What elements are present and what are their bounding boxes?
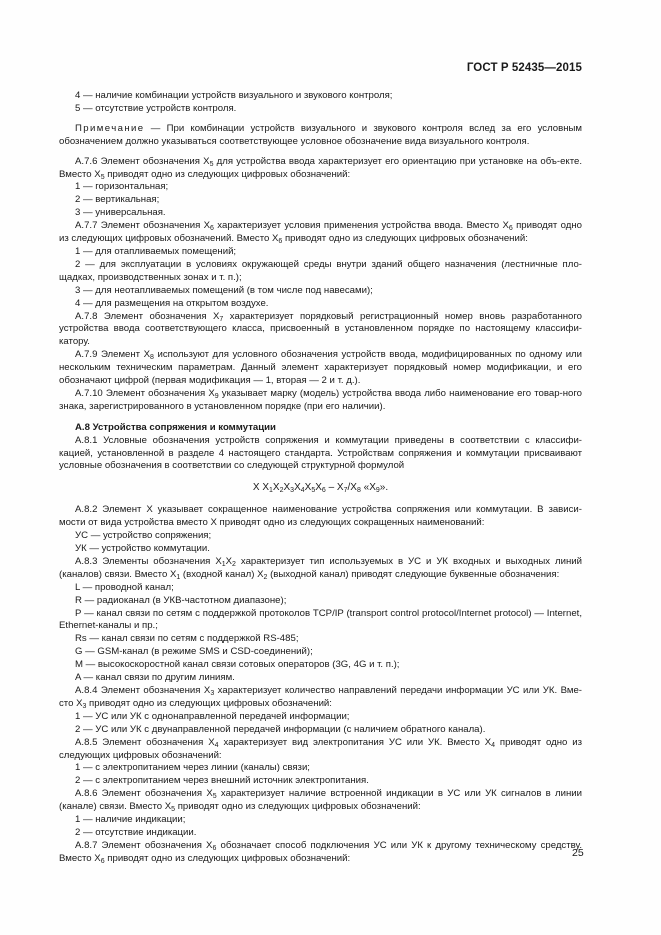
paragraph-a77-3: 3 — для неотапливаемых помещений (в том числе под навесами); — [75, 284, 373, 296]
paragraph-a85-1: 1 — с электропитанием через линии (каналы) связи; — [75, 762, 310, 774]
paragraph-a84: А.8.4 Элемент обозначения $X_3$ характеризует количество направлений передачи информации УС или УК. Вме-сто $X_3$ приводят одно из следующих цифровых обозначений: — [59, 684, 582, 710]
paragraph-a87: А.8.7 Элемент обозначения $X_6$ обозначает способ подключения УС или УК к другому техническому средству. Вместо $X_6$ приводят одно из следующих цифровых обозначений: — [59, 839, 582, 865]
paragraph-a84-1: 1 — УС или УК с однонаправленной передачей информации; — [75, 710, 350, 722]
paragraph-note: Примечание — При комбинации устройств визуального и звукового контроля вслед за его условным обозначением должно указываться соответствующее условное обозначение вида визуального контроля. — [59, 122, 582, 147]
paragraph-a86: А.8.6 Элемент обозначения $X_5$ характеризует наличие встроенной индикации в УС или УК сигналов в линии (канале) связи. Вместо $X_5$ приводят одно из следующих цифровых обозначений: — [59, 788, 582, 814]
paragraph-a77: А.7.7 Элемент обозначения $X_6$ характеризует условия применения устройства ввода. Вместо $X_6$ приводят одно из следующих цифровых обозначений. Вместо $X_6$ приводят одно из следующих цифровых обозначений: — [59, 220, 582, 246]
paragraph-a76-2: 2 — вертикальная; — [75, 194, 160, 206]
paragraph-p2: 5 — отсутствие устройств контроля. — [75, 102, 237, 114]
paragraph-a8: А.8 Устройства сопряжения и коммутации — [75, 421, 276, 433]
paragraph-a78: А.7.8 Элемент обозначения $X_7$ характеризует порядковый регистрационный номер вновь разработанного устройства ввода соответствующего класса, присвоенный в установленном порядке по настоящему классифи-катору. — [59, 310, 582, 348]
paragraph-a85: А.8.5 Элемент обозначения $X_4$ характеризует вид электропитания УС или УК. Вместо $X_4$ приводят одно из следующих цифровых обозначений: — [59, 736, 582, 761]
paragraph-a83-R: R — радиоканал (в УКВ-частотном диапазоне); — [75, 594, 287, 606]
paragraph-a86-1: 1 — наличие индикации; — [75, 814, 186, 826]
paragraph-p1: 4 — наличие комбинации устройств визуального и звукового контроля; — [75, 90, 393, 101]
paragraph-a76-1: 1 — горизонтальная; — [75, 181, 169, 193]
paragraph-a77-2: 2 — для эксплуатации в условиях окружающей среды внутри зданий общего назначения (лестничные пло-щадках, производственных зонах и т. п.); — [59, 258, 582, 283]
paragraph-a83-G: G — GSM-канал (в режиме SMS и CSD-соединений); — [75, 646, 313, 658]
paragraph-a76-3: 3 — универсальная. — [75, 207, 166, 219]
paragraph-a83: А.8.3 Элементы обозначения $X_1X_2$ характеризует тип используемых в УС и УК входных и выходных линий (каналов) связи. Вместо $X_1$ (входной канал) $X_2$ (выходной канал) приводят следующие буквенные обозначения: — [59, 555, 582, 581]
paragraph-a85-2: 2 — с электропитанием через внешний источник электропитания. — [75, 775, 369, 787]
document-standard-id: ГОСТ Р 52435—2015 — [466, 62, 582, 74]
paragraph-a77-1: 1 — для отапливаемых помещений; — [75, 245, 237, 257]
paragraph-a86-2: 2 — отсутствие индикации. — [75, 826, 197, 838]
paragraph-formula: X $X_1X_2X_3X_4X_5X_6 - X_7/X_8$ «$X_9$». — [252, 482, 389, 495]
paragraph-a76: А.7.6 Элемент обозначения $X_5$ для устройства ввода характеризует его ориентацию при установке на объ-екте. Вместо $X_5$ приводят одно из следующих цифровых обозначений: — [59, 155, 582, 181]
page-number: 25 — [572, 847, 584, 859]
paragraph-a82-1: УС — устройство сопряжения; — [75, 530, 212, 542]
paragraph-a84-2: 2 — УС или УК с двунаправленной передачей информации (с наличием обратного канала). — [75, 723, 486, 735]
paragraph-a79: А.7.9 Элемент $X_8$ используют для условного обозначения устройств ввода, модифицированных по одному или нескольким техническим параметрам. Данный элемент характеризует порядковый номер модификации, и его обозначают цифрой (первая модификация — 1, вторая — 2 и т. д.). — [59, 349, 583, 387]
paragraph-a77-4: 4 — для размещения на открытом воздухе. — [75, 297, 269, 309]
paragraph-a82-2: УК — устройство коммутации. — [75, 543, 210, 554]
paragraph-a82: А.8.2 Элемент X указывает сокращенное наименование устройства сопряжения или коммутации. В зависи-мости от вида устройства вместо X приводят одно из следующих сокращенных наименований: — [59, 504, 582, 529]
paragraph-a81: А.8.1 Условные обозначения устройств сопряжения и коммутации приведены в соответствии с классифи-кацией, установленной в разделе 4 настоящего стандарта. Устройствам сопряжения и коммутации присваивают условные обозначения в соответствии со следующей структурной формулой — [59, 434, 582, 472]
paragraph-a83-A: A — канал связи по другим линиям. — [75, 672, 235, 684]
paragraph-a83-Rs: Rs — канал связи по сетям с поддержкой RS-485; — [75, 633, 299, 645]
paragraph-a710: А.7.10 Элемент обозначения $X_9$ указывает марку (модель) устройства ввода либо наименование его товар-ного знака, зарегистрированного в установленном порядке (при его наличии). — [59, 387, 582, 412]
paragraph-a83-P: P — канал связи по сетям с поддержкой протоколов TCP/IP (transport control protocol/Internet protocol) — Internet, Ethernet-каналы и пр.; — [59, 607, 582, 632]
paragraph-a83-M: M — высокоскоростной канал связи сотовых операторов (3G, 4G и т. п.); — [75, 659, 400, 671]
paragraph-a83-L: L — проводной канал; — [75, 581, 174, 593]
document-body — [59, 90, 582, 866]
